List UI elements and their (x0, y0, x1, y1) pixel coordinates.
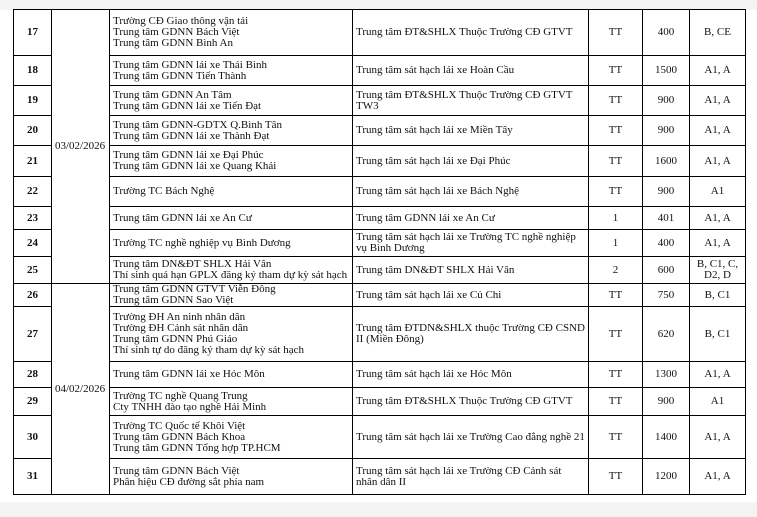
row-number: 29 (14, 388, 52, 416)
candidate-count: 600 (643, 257, 690, 284)
row-number: 23 (14, 207, 52, 230)
training-units (110, 207, 353, 230)
unit-line: Trung tâm GDNN lái xe Thành Đạt (113, 129, 270, 142)
unit-line: Trường TC nghề nghiệp vụ Bình Dương (113, 236, 291, 249)
candidate-count: 900 (643, 177, 690, 207)
candidate-count: 1500 (643, 56, 690, 86)
candidate-count: 1200 (643, 459, 690, 495)
license-classes: A1 (690, 388, 746, 416)
license-classes: B, CE (690, 10, 746, 56)
table-row (14, 116, 746, 146)
exam-center: Trung tâm DN&ĐT SHLX Hải Vân (353, 257, 589, 284)
row-number: 25 (14, 257, 52, 284)
exam-type: 1 (589, 207, 643, 230)
table-row (14, 86, 746, 116)
unit-line: Trung tâm GDNN lái xe Quang Khải (113, 160, 277, 172)
unit-line: Trung tâm GDNN lái xe Tiến Đạt (113, 99, 262, 112)
training-units (110, 230, 353, 257)
table-row (14, 177, 746, 207)
table-row (14, 362, 746, 388)
training-units (110, 388, 353, 416)
license-classes: A1, A (690, 362, 746, 388)
license-classes: A1, A (690, 146, 746, 177)
exam-type: TT (589, 284, 643, 307)
unit-line: Trường TC Quốc tế Khôi Việt (113, 419, 246, 432)
row-number: 20 (14, 116, 52, 146)
unit-line: Trung tâm GDNN Tiến Thành (113, 69, 247, 82)
unit-line: Trung tâm DN&ĐT SHLX Hải Vân (113, 258, 272, 270)
exam-center: Trung tâm ĐT&SHLX Thuộc Trường CĐ GTVT TW3 (353, 86, 589, 116)
exam-center: Trung tâm ĐTDN&SHLX thuộc Trường CĐ CSND II (Miền Đông) (353, 307, 589, 362)
table-row (14, 230, 746, 257)
license-classes: A1, A (690, 86, 746, 116)
license-classes: A1, A (690, 56, 746, 86)
candidate-count: 900 (643, 116, 690, 146)
unit-line: Trung tâm GDNN Bách Việt (113, 26, 240, 38)
exam-type: 2 (589, 257, 643, 284)
table-row (14, 284, 746, 307)
exam-date: 03/02/2026 (52, 10, 110, 284)
unit-line: Phân hiệu CĐ đường sắt phía nam (113, 475, 265, 488)
exam-center: Trung tâm GDNN lái xe An Cư (353, 207, 589, 230)
row-number: 28 (14, 362, 52, 388)
unit-line: Trường CĐ Giao thông vận tải (113, 15, 249, 27)
exam-type: TT (589, 362, 643, 388)
unit-line: Trung tâm GDNN Bách Khoa (113, 430, 246, 443)
training-units (110, 416, 353, 459)
unit-line: Trung tâm GDNN lái xe Đại Phúc (113, 149, 264, 161)
table-row (14, 257, 746, 284)
license-classes: B, C1 (690, 284, 746, 307)
unit-line: Trung tâm GDNN lái xe An Cư (113, 211, 252, 224)
license-classes: A1, A (690, 230, 746, 257)
table-row (14, 207, 746, 230)
exam-type: TT (589, 116, 643, 146)
candidate-count: 401 (643, 207, 690, 230)
exam-center: Trung tâm sát hạch lái xe Hoàn Cầu (353, 56, 589, 86)
exam-type: TT (589, 86, 643, 116)
exam-type: TT (589, 416, 643, 459)
page-bottom-edge (0, 502, 757, 517)
unit-line: Cty TNHH đào tạo nghề Hải Minh (113, 400, 267, 413)
training-units (110, 362, 353, 388)
exam-center: Trung tâm sát hạch lái xe Bách Nghệ (353, 177, 589, 207)
row-number: 21 (14, 146, 52, 177)
training-units (110, 307, 353, 362)
exam-center: Trung tâm sát hạch lái xe Trường TC nghề nghiệp vụ Bình Dương (353, 230, 589, 257)
unit-line: Trung tâm GDNN Bách Việt (113, 464, 240, 477)
row-number: 26 (14, 284, 52, 307)
exam-type: TT (589, 388, 643, 416)
exam-type: TT (589, 177, 643, 207)
row-number: 19 (14, 86, 52, 116)
exam-center: Trung tâm sát hạch lái xe Đại Phúc (353, 146, 589, 177)
row-number: 30 (14, 416, 52, 459)
unit-line: Trung tâm GDNN An Tâm (113, 88, 232, 101)
license-classes: A1, A (690, 459, 746, 495)
unit-line: Trung tâm GDNN Sao Việt (113, 294, 234, 306)
training-units (110, 146, 353, 177)
exam-center: Trung tâm sát hạch lái xe Hóc Môn (353, 362, 589, 388)
license-classes: B, C1, C, D2, D (690, 257, 746, 284)
unit-line: Trường TC Bách Nghệ (113, 185, 215, 197)
exam-type: 1 (589, 230, 643, 257)
unit-line: Thí sinh quá hạn GPLX đăng ký tham dự kỳ sát hạch (113, 269, 348, 281)
table-row (14, 388, 746, 416)
candidate-count: 620 (643, 307, 690, 362)
exam-center: Trung tâm sát hạch lái xe Miền Tây (353, 116, 589, 146)
row-number: 17 (14, 10, 52, 56)
exam-center: Trung tâm sát hạch lái xe Trường Cao đẳng nghề 21 (353, 416, 589, 459)
exam-type: TT (589, 56, 643, 86)
table-row (14, 10, 746, 56)
unit-line: Thí sinh tự do đăng ký tham dự kỳ sát hạch (113, 344, 304, 356)
license-classes: A1, A (690, 116, 746, 146)
unit-line: Trường ĐH An ninh nhân dân (113, 311, 246, 323)
candidate-count: 400 (643, 10, 690, 56)
license-classes: A1, A (690, 416, 746, 459)
row-number: 31 (14, 459, 52, 495)
row-number: 18 (14, 56, 52, 86)
unit-line: Trung tâm GDNN lái xe Thái Bình (113, 58, 267, 71)
unit-line: Trung tâm GDNN lái xe Hóc Môn (113, 368, 265, 380)
table-row (14, 146, 746, 177)
exam-date: 04/02/2026 (52, 284, 110, 495)
candidate-count: 400 (643, 230, 690, 257)
table-row (14, 56, 746, 86)
unit-line: Trường TC nghề Quang Trung (113, 389, 248, 402)
training-units (110, 177, 353, 207)
training-units (110, 257, 353, 284)
training-units (110, 86, 353, 116)
license-classes: A1, A (690, 207, 746, 230)
exam-center: Trung tâm sát hạch lái xe Trường CĐ Cảnh sát nhân dân II (353, 459, 589, 495)
candidate-count: 1600 (643, 146, 690, 177)
training-units (110, 56, 353, 86)
training-units (110, 459, 353, 495)
training-units (110, 116, 353, 146)
candidate-count: 750 (643, 284, 690, 307)
unit-line: Trung tâm GDNN GTVT Viễn Đông (113, 283, 276, 295)
license-classes: B, C1 (690, 307, 746, 362)
row-number: 27 (14, 307, 52, 362)
exam-type: TT (589, 146, 643, 177)
exam-type: TT (589, 307, 643, 362)
unit-line: Trường ĐH Cảnh sát nhân dân (113, 322, 249, 334)
exam-center: Trung tâm sát hạch lái xe Củ Chi (353, 284, 589, 307)
row-number: 22 (14, 177, 52, 207)
unit-line: Trung tâm GDNN Phú Giáo (113, 333, 238, 345)
training-units (110, 10, 353, 56)
unit-line: Trung tâm GDNN Bình An (113, 37, 233, 49)
license-classes: A1 (690, 177, 746, 207)
candidate-count: 900 (643, 388, 690, 416)
candidate-count: 1400 (643, 416, 690, 459)
exam-type: TT (589, 10, 643, 56)
exam-schedule-table (13, 9, 746, 495)
row-number: 24 (14, 230, 52, 257)
table-row (14, 416, 746, 459)
candidate-count: 1300 (643, 362, 690, 388)
candidate-count: 900 (643, 86, 690, 116)
unit-line: Trung tâm GDNN Tổng hợp TP.HCM (113, 441, 281, 454)
exam-center: Trung tâm ĐT&SHLX Thuộc Trường CĐ GTVT (353, 388, 589, 416)
unit-line: Trung tâm GDNN-GDTX Q.Bình Tân (113, 118, 282, 131)
table-row (14, 307, 746, 362)
table-row (14, 459, 746, 495)
exam-center: Trung tâm ĐT&SHLX Thuộc Trường CĐ GTVT (353, 10, 589, 56)
training-units (110, 284, 353, 307)
exam-type: TT (589, 459, 643, 495)
